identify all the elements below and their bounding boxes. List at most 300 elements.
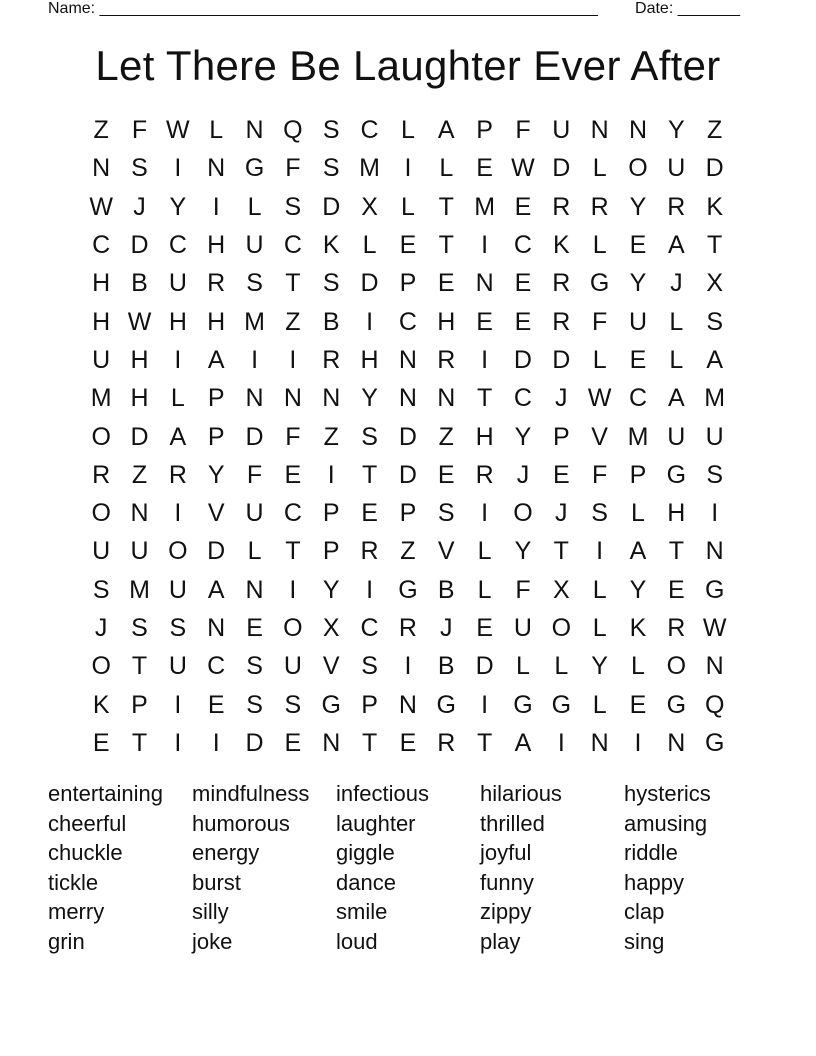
word-list-item: humorous [192,810,290,836]
grid-letter: J [670,269,683,298]
grid-letter: N [705,537,724,566]
grid-letter: F [515,116,531,145]
grid-letter: N [398,345,417,374]
grid-letter: N [667,728,686,757]
grid-letter: Z [707,116,723,145]
grid-letter: I [174,690,182,719]
grid-letter: R [437,728,456,757]
grid-letter: T [131,652,148,681]
grid-letter: J [555,499,568,528]
grid-letter: O [283,614,303,642]
grid-letter: J [516,460,530,489]
grid-letter: S [322,269,340,298]
grid-letter: C [360,614,379,642]
grid-letter: C [513,231,532,260]
grid-letter: R [168,460,187,489]
word-list-item: amusing [624,810,708,836]
grid-letter: N [207,614,226,642]
grid-letter: A [629,537,647,566]
grid-letter: T [438,231,454,260]
grid-letter: M [704,384,726,413]
grid-letter: O [666,652,687,681]
grid-row [82,226,734,264]
grid-letter: S [246,269,263,298]
grid-letter: N [398,690,417,719]
grid-letter: E [284,728,302,757]
grid-letter: U [705,422,724,451]
grid-letter: L [592,154,607,183]
grid-letter: Y [169,192,187,221]
grid-letter: M [474,192,496,221]
grid-letter: Y [591,652,608,681]
grid-letter: G [398,575,418,604]
grid-letter: R [552,307,571,336]
grid-letter: N [437,384,456,413]
word-list-item: chuckle [48,840,123,866]
grid-letter: H [667,499,686,528]
grid-letter: M [90,384,112,413]
grid-letter: R [667,192,686,221]
grid-letter: W [511,154,535,183]
grid-letter: Y [514,537,532,566]
grid-letter: H [207,307,226,336]
grid-letter: L [439,154,454,183]
word-list-item: merry [48,899,105,925]
grid-letter: L [631,652,645,681]
word-list-item: loud [336,928,378,954]
grid-letter: P [476,116,493,145]
grid-letter: D [245,422,264,451]
grid-letter: L [477,537,492,566]
grid-letter: H [130,345,149,374]
grid-row [82,456,734,494]
grid-letter: A [514,728,532,757]
grid-letter: E [514,192,532,221]
grid-letter: C [360,116,379,145]
word-list-item: silly [192,899,229,925]
grid-letter: L [669,345,684,374]
page-title: Let There Be Laughter Ever After [95,42,721,89]
grid-letter: G [704,575,725,604]
grid-letter: F [592,307,608,336]
grid-letter: O [628,154,648,183]
grid-letter: Z [131,460,148,489]
grid-row [82,188,734,226]
grid-letter: S [246,690,263,719]
grid-row [82,264,734,302]
grid-letter: O [91,499,111,528]
grid-letter: D [245,728,264,757]
word-list-item: laughter [336,810,416,836]
grid-letter: V [437,537,455,566]
grid-letter: E [246,614,263,642]
grid-letter: H [92,269,111,298]
grid-letter: P [131,690,148,719]
grid-letter: U [245,231,264,260]
grid-letter: W [127,307,152,336]
grid-letter: U [628,307,648,336]
grid-letter: G [321,690,341,719]
grid-letter: N [245,384,264,413]
word-list-item: zippy [480,899,532,925]
grid-letter: U [92,345,111,374]
name-field-label: Name: ________________________________________________________ [48,0,598,17]
word-list-item: joyful [480,840,532,866]
grid-letter: C [207,652,226,681]
grid-letter: S [361,652,378,681]
grid-letter: P [399,269,417,298]
grid-letter: K [92,690,110,719]
grid-letter: D [552,154,571,183]
grid-letter: G [666,460,687,489]
grid-letter: L [209,116,224,145]
grid-row [82,685,734,723]
grid-letter: X [706,269,724,298]
grid-letter: S [284,690,302,719]
grid-letter: O [91,652,111,681]
grid-row [82,494,734,532]
grid-letter: R [590,192,609,221]
grid-letter: I [404,652,412,681]
word-list-item: energy [192,840,260,866]
grid-letter: M [129,575,150,604]
grid-letter: M [627,422,649,451]
grid-letter: L [592,690,607,719]
grid-letter: D [207,537,226,566]
grid-row [82,379,734,417]
grid-letter: P [322,537,340,566]
grid-letter: B [437,575,455,604]
grid-letter: E [476,307,493,336]
grid-letter: L [592,231,607,260]
letter-grid [82,111,734,762]
grid-letter: U [92,537,111,566]
grid-letter: F [285,422,301,451]
grid-letter: S [706,307,724,336]
grid-letter: W [166,116,190,145]
grid-letter: E [514,269,532,298]
grid-letter: P [361,690,378,719]
grid-letter: K [706,192,724,221]
grid-letter: E [437,269,455,298]
grid-letter: Y [667,116,685,145]
grid-letter: E [552,460,570,489]
grid-letter: I [327,460,335,489]
grid-letter: J [440,614,453,642]
word-list-item: entertaining [48,781,163,806]
grid-letter: C [513,384,532,413]
grid-letter: F [131,116,148,145]
grid-letter: Z [400,537,416,566]
grid-row [82,724,734,762]
grid-letter: I [174,345,182,374]
grid-letter: S [131,154,148,183]
grid-row [82,149,734,187]
grid-row [82,111,734,149]
grid-letter: A [169,422,187,451]
grid-letter: S [92,575,110,604]
word-list-item: dance [336,869,396,895]
word-list-item: hysterics [624,781,711,806]
word-list-item: joke [192,928,233,954]
grid-letter: I [481,499,489,528]
word-list-item: tickle [48,869,99,895]
word-list-item: infectious [336,781,429,806]
grid-letter: D [398,422,417,451]
grid-letter: N [398,384,417,413]
grid-letter: H [207,231,226,260]
grid-letter: I [481,690,489,719]
grid-letter: W [89,192,113,221]
word-list-item: sing [624,928,665,954]
grid-letter: Y [361,384,378,413]
grid-letter: K [552,231,570,260]
grid-letter: T [668,537,684,566]
grid-letter: L [477,575,492,604]
grid-letter: S [284,192,302,221]
grid-letter: I [366,575,374,604]
grid-letter: I [174,728,182,757]
grid-letter: R [360,537,379,566]
word-list-item: happy [624,869,684,895]
grid-letter: N [207,154,226,183]
grid-letter: G [513,690,533,719]
grid-row [82,609,734,647]
grid-letter: L [592,575,607,604]
grid-letter: H [92,307,111,336]
grid-letter: L [592,345,607,374]
grid-letter: A [706,345,724,374]
grid-row [82,302,734,340]
grid-letter: U [283,652,302,681]
grid-letter: N [245,575,264,604]
grid-letter: A [667,231,685,260]
grid-letter: F [592,460,608,489]
grid-letter: Z [438,422,454,451]
grid-letter: P [399,499,417,528]
grid-letter: E [629,231,647,260]
grid-letter: A [437,116,455,145]
grid-letter: S [131,614,148,642]
grid-letter: Z [285,307,301,336]
grid-letter: J [555,384,568,413]
grid-letter: C [168,231,187,260]
grid-letter: A [667,384,685,413]
grid-row [82,647,734,685]
grid-letter: V [322,652,340,681]
grid-letter: Y [514,422,532,451]
grid-letter: E [476,154,493,183]
grid-letter: R [437,345,456,374]
grid-letter: S [322,154,340,183]
grid-letter: O [551,614,572,642]
grid-letter: C [398,307,417,336]
grid-letter: D [322,192,341,221]
grid-letter: D [513,345,532,374]
grid-letter: L [631,499,645,528]
grid-letter: U [245,499,264,528]
grid-letter: I [174,499,182,528]
grid-letter: K [322,231,340,260]
word-list-item: funny [480,869,534,895]
grid-letter: E [514,307,532,336]
grid-letter: N [628,116,648,145]
word-list [48,779,768,957]
grid-letter: V [207,499,225,528]
grid-letter: P [207,422,225,451]
word-list-item: cheerful [48,810,127,836]
grid-letter: S [437,499,455,528]
grid-letter: S [246,652,263,681]
word-list-item: clap [624,899,665,925]
grid-letter: N [475,269,494,298]
grid-letter: N [705,652,724,681]
grid-letter: M [244,307,265,336]
word-list-item: burst [192,869,241,895]
grid-letter: I [596,537,604,566]
grid-letter: D [475,652,494,681]
grid-letter: O [513,499,533,528]
grid-letter: T [553,537,569,566]
word-list-item: play [480,928,521,954]
word-list-item: grin [48,928,85,954]
grid-letter: C [92,231,111,260]
grid-letter: N [590,728,609,757]
grid-row [82,341,734,379]
grid-letter: G [589,269,610,298]
grid-letter: E [399,728,417,757]
grid-letter: R [398,614,417,642]
grid-letter: L [516,652,530,681]
grid-letter: P [207,384,225,413]
grid-letter: G [244,154,265,183]
grid-letter: F [285,154,301,183]
word-list-item: smile [336,899,388,925]
grid-letter: J [94,614,108,642]
grid-letter: Q [283,116,303,145]
grid-letter: I [481,345,489,374]
grid-letter: Y [629,192,647,221]
grid-letter: J [133,192,146,221]
grid-letter: D [705,154,724,183]
grid-letter: P [552,422,570,451]
word-list-item: giggle [336,840,395,866]
grid-letter: D [130,231,149,260]
grid-letter: A [207,575,225,604]
grid-letter: U [667,422,686,451]
grid-letter: R [552,269,571,298]
grid-letter: P [629,460,647,489]
word-list-item: riddle [624,840,678,866]
grid-letter: G [436,690,456,719]
grid-letter: E [667,575,685,604]
grid-letter: L [554,652,569,681]
grid-letter: E [361,499,378,528]
date-field-label: Date: _______ [635,0,740,17]
word-list-item: thrilled [480,810,545,836]
grid-letter: F [246,460,263,489]
grid-letter: A [207,345,225,374]
grid-letter: G [666,690,687,719]
grid-letter: G [704,728,725,757]
grid-letter: I [366,307,374,336]
grid-letter: D [360,269,379,298]
grid-letter: U [513,614,532,642]
grid-letter: Y [629,575,647,604]
grid-letter: L [592,614,607,642]
grid-row [82,532,734,570]
grid-row [82,571,734,609]
grid-letter: R [667,614,686,642]
grid-letter: P [322,499,340,528]
grid-row [82,417,734,455]
grid-letter: B [322,307,340,336]
word-list-item: mindfulness [192,781,310,806]
grid-letter: D [398,460,417,489]
grid-letter: L [247,192,262,221]
grid-letter: U [168,652,187,681]
grid-letter: L [400,116,415,145]
grid-letter: E [476,614,493,642]
grid-letter: F [515,575,531,604]
grid-letter: I [212,728,220,757]
grid-letter: V [591,422,608,451]
grid-letter: T [476,384,493,413]
grid-letter: S [361,422,378,451]
grid-letter: H [475,422,494,451]
grid-letter: S [169,614,187,642]
grid-letter: Z [93,116,109,145]
grid-letter: H [168,307,187,336]
grid-letter: N [590,116,609,145]
grid-letter: H [437,307,456,336]
grid-letter: H [130,384,149,413]
grid-letter: R [207,269,226,298]
grid-letter: W [587,384,612,413]
grid-letter: B [131,269,148,298]
header [48,0,740,20]
grid-letter: U [130,537,149,566]
grid-letter: L [170,384,185,413]
grid-letter: T [476,728,493,757]
grid-letter: U [168,575,187,604]
grid-letter: O [168,537,188,566]
grid-letter: R [92,460,111,489]
grid-letter: E [437,460,455,489]
grid-letter: N [322,728,341,757]
grid-letter: S [591,499,608,528]
grid-letter: S [706,460,724,489]
grid-letter: N [245,116,264,145]
grid-letter: T [285,537,301,566]
grid-letter: I [404,154,412,183]
grid-letter: I [557,728,565,757]
grid-letter: E [399,231,417,260]
grid-letter: L [247,537,262,566]
grid-letter: M [359,154,380,183]
grid-letter: R [475,460,494,489]
grid-letter: B [437,652,455,681]
grid-letter: E [629,345,647,374]
grid-letter: T [707,231,723,260]
grid-letter: E [284,460,302,489]
grid-letter: G [551,690,572,719]
grid-letter: Y [629,269,647,298]
grid-letter: L [400,192,415,221]
grid-letter: D [130,422,149,451]
grid-letter: X [552,575,570,604]
grid-letter: N [130,499,149,528]
